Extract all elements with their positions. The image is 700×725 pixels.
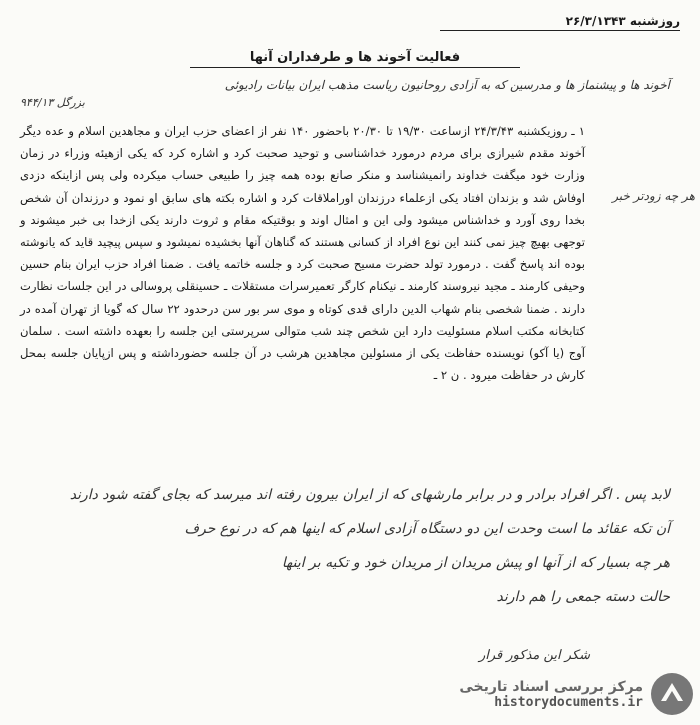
- handwritten-line: هر چه بسیار که از آنها او پیش مریدان از مریدان خود و تکیه بر اینها: [281, 555, 670, 571]
- report-paragraph: ۱ ـ روزیکشنبه ۲۴/۳/۴۳ ازساعت ۱۹/۳۰ تا ۲۰/۳۰ باحضور ۱۴۰ نفر از اعضای حزب ایران و مجاهدین اسلام و عده دیگر آخوند مقدم شیرازی برای مردم درمورد خداشناسی و توحید صحبت کرد و اشاره کرد که یکی ازهیئه وزراء در زمان وزارت خود میگفت خداوند رانمیشناسد و منکر صانع بوده همه چیز را طبیعی حساب میکرده ولی پس ازاینکه دزدی اوفاش شد و بزندان افتاد یکی ازعلماء درزندان اوراملاقات کرد و اشاره بکته های سابق او نمود و درزندان آن شخص بخدا روی آورد و خداشناس میشود ولی این و امثال اوند و بوقتیکه مقام و ثروت دارند یکی ازخدا بی خبر میشوند و توجهی بهیچ چیز نمی کنند این نوع افراد از کسانی هستند که گناهان آنها بخشیده نمیشود و سپس پیچید قاید که یانوشته بوده اند پاسخ گفت . درمورد تولد حضرت مسیح صحبت کرد و جلسه خاتمه یافت . ضمنا افراد حزب ایران بنام حسین وحیفی کارمند ـ مجید نیروسند کارمند ـ نیکنام کارگر تعمیرسرات مستقلات ـ حسینقلی پروسالی در این جلسات نظارت دارند . ضمنا شخصی بنام شهاب الدین دارای قدی کوتاه و موی سر بور سن درحدود ۲۲ سال که گویا از تهران آمده در کتابخانه مکتب اسلام مسئولیت دارد این شخص چند شب متوالی سرپرستی این جلسه را بعهده داشته است . سلمان آوج (یا آکو) نویسنده حفاظت یکی از مسئولین مجاهدین هرشب در آن جلسه حضورداشته و پس ازپایان جلسه بمحل کارش در حفاظت میرود . ن ۲ ـ: [20, 124, 585, 383]
- archive-name: مرکز بررسی اسناد تاریخی: [459, 678, 643, 695]
- watermark-text: [459, 679, 643, 710]
- archive-logo-icon: [649, 671, 695, 717]
- date-line: روزشنبه ۲۶/۳/۱۳۴۳: [440, 14, 680, 31]
- handwritten-reference: بزرگل ۹۴۴/۱۳: [20, 96, 85, 109]
- handwritten-line: آن تکه عقائد ما است وحدت این دو دستگاه آزادی اسلام که اینها هم که در نوع حرف: [184, 521, 670, 537]
- handwritten-signature: شکر این مذکور قرار: [478, 648, 590, 663]
- handwritten-bottom-note: [20, 478, 670, 614]
- handwritten-margin-note: هر چه زودتر خبر: [612, 189, 695, 203]
- handwritten-top-note: آخوند ها و پیشنماز ها و مدرسین که به آزادی روحانیون ریاست مذهب ایران بیانات رادیوئی: [224, 78, 670, 92]
- archive-url: historydocuments.ir: [494, 694, 643, 710]
- handwritten-line: لابد پس . اگر افراد برادر و در برابر مارشهای که از ایران بیرون رفته اند میرسد که بجای گفته شود دارند: [69, 487, 670, 503]
- document-title: فعالیت آخوند ها و طرفداران آنها: [190, 50, 520, 68]
- handwritten-line: حالت دسته جمعی را هم دارند: [496, 589, 670, 605]
- archive-watermark: [400, 668, 695, 720]
